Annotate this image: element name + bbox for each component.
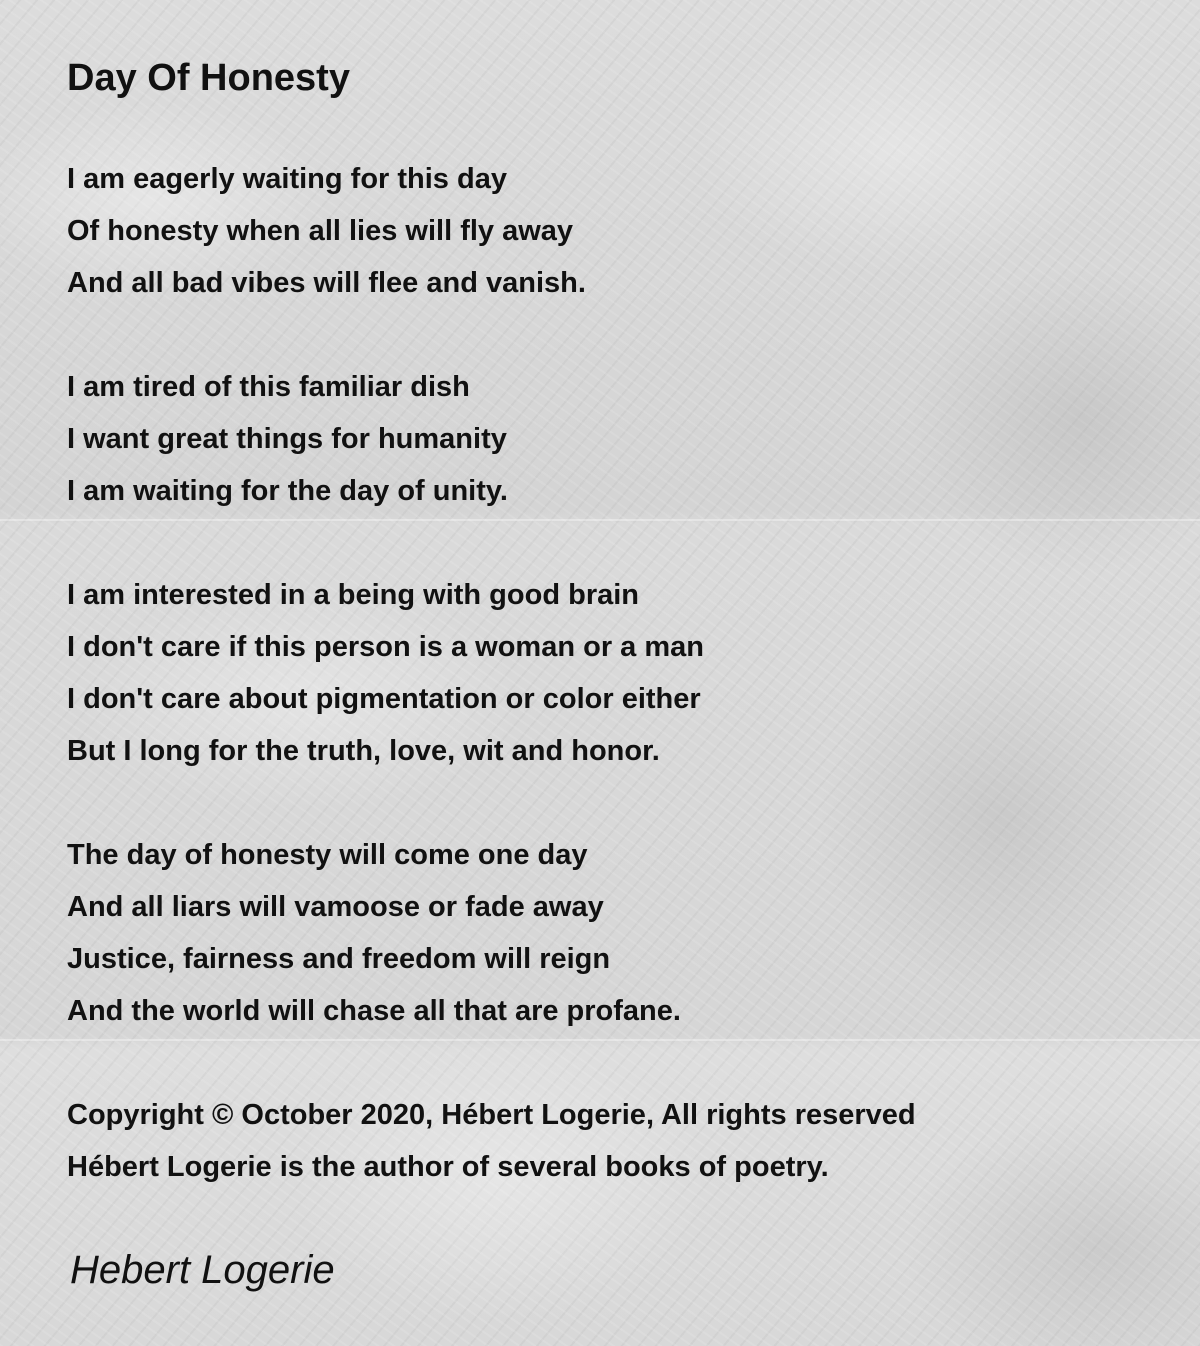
stanza-4 xyxy=(67,829,1147,1037)
poem-line: I want great things for humanity xyxy=(67,423,507,455)
poem-line: And all bad vibes will flee and vanish. xyxy=(67,267,586,299)
poem-line: The day of honesty will come one day xyxy=(67,839,588,871)
poem-line: I am waiting for the day of unity. xyxy=(67,475,508,507)
poem-line: But I long for the truth, love, wit and honor. xyxy=(67,735,660,767)
stanza-3 xyxy=(67,569,1147,777)
poem-line: I don't care if this person is a woman or a man xyxy=(67,631,704,663)
poem-line: Justice, fairness and freedom will reign xyxy=(67,943,611,975)
poem-line: I am tired of this familiar dish xyxy=(67,371,470,403)
author-bio: Hébert Logerie is the author of several books of poetry. xyxy=(67,1151,829,1183)
poem-line: I am eagerly waiting for this day xyxy=(67,163,507,195)
poem-line: And the world will chase all that are profane. xyxy=(67,995,681,1027)
poem-line: And all liars will vamoose or fade away xyxy=(67,891,604,923)
poem-body xyxy=(67,153,1147,1089)
poem-line: Of honesty when all lies will fly away xyxy=(67,215,574,247)
author-signature: Hebert Logerie xyxy=(70,1248,335,1292)
copyright-notice: Copyright © October 2020, Hébert Logerie, All rights reserved xyxy=(67,1099,916,1131)
stanza-2 xyxy=(67,361,1147,517)
poem-line: I am interested in a being with good brain xyxy=(67,579,639,611)
stanza-1 xyxy=(67,153,1147,309)
poem-line: I don't care about pigmentation or color either xyxy=(67,683,701,715)
copyright-block xyxy=(67,1089,1167,1193)
poem-title: Day Of Honesty xyxy=(67,57,350,99)
